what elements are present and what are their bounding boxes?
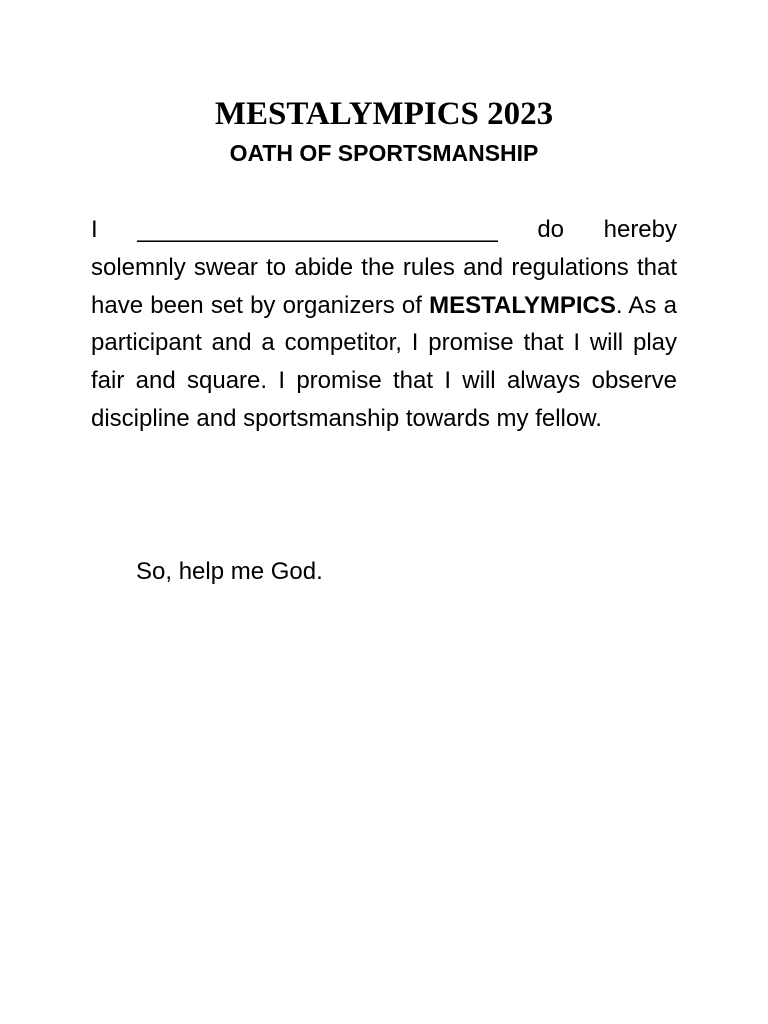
closing-line: So, help me God. [136,558,323,585]
oath-text-part1: do hereby solemnly swear to abide the rules and regulations that have been set by organizers of [91,216,678,319]
event-name: MESTALYMPICS [429,291,616,319]
name-blank-line: ___________________________ [137,216,498,243]
oath-paragraph [91,211,677,438]
document-title: MESTALYMPICS 2023 [214,96,554,132]
oath-text-part2: . As a participant and a competitor, I promise that I will play fair and square. I promise that I will always observe discipline and sportsmanship towards my fellow. [91,291,677,432]
oath-pronoun: I [91,216,98,243]
document-subtitle: OATH OF SPORTSMANSHIP [229,140,539,166]
